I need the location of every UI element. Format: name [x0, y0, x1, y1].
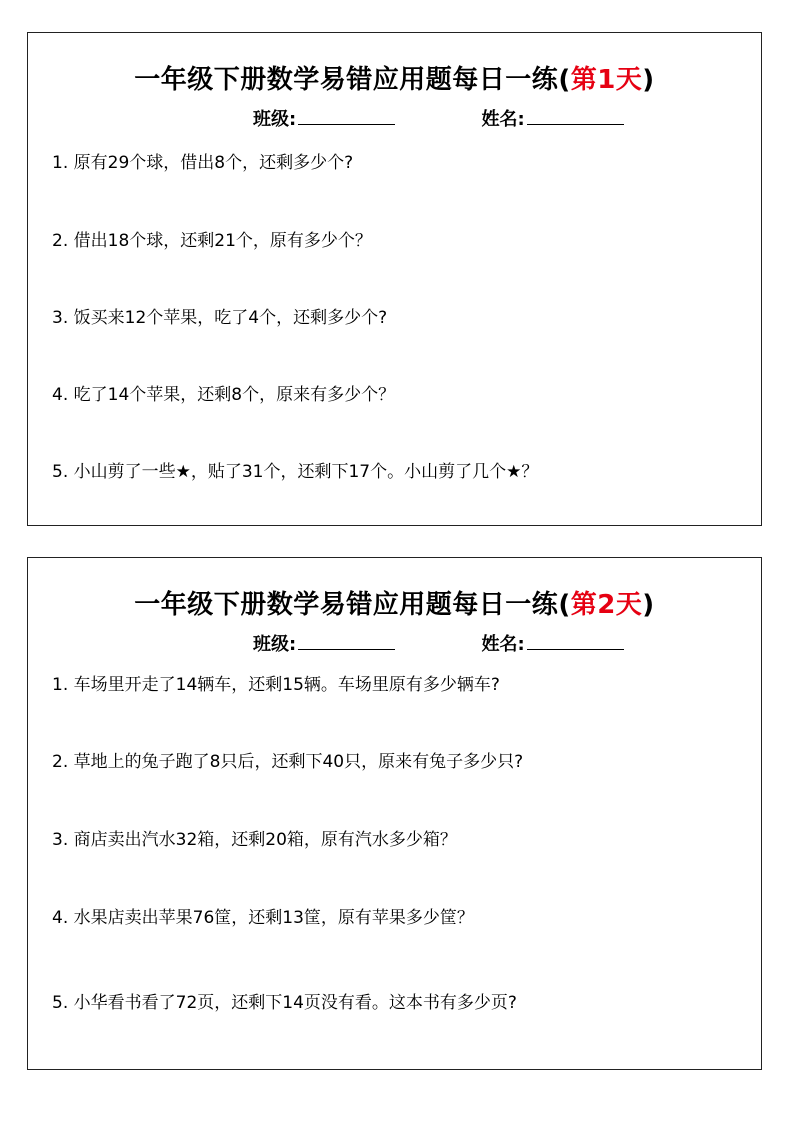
- question-1: 1. 车场里开走了14辆车，还剩15辆。车场里原有多少辆车?: [52, 675, 500, 695]
- title-day: 第2天: [570, 590, 643, 620]
- class-blank[interactable]: [298, 108, 395, 125]
- title-main: 一年级下册数学易错应用题每日一练: [134, 65, 559, 95]
- class-label: 班级:: [253, 634, 297, 655]
- question-3: 3. 商店卖出汽水32箱，还剩20箱，原有汽水多少箱？: [52, 830, 457, 850]
- title-main: 一年级下册数学易错应用题每日一练: [134, 590, 559, 620]
- worksheet-day-2: [27, 557, 762, 1070]
- question-4: 4. 水果店卖出苹果76筐，还剩13筐，原有苹果多少筐？: [52, 908, 474, 928]
- student-info: [253, 630, 624, 656]
- class-label: 班级:: [253, 109, 297, 130]
- question-2: 2. 草地上的兔子跑了8只后，还剩下40只，原来有兔子多少只?: [52, 752, 524, 772]
- name-field: [481, 630, 623, 656]
- question-5: 5. 小山剪了一些★，贴了31个，还剩下17个。小山剪了几个★？: [52, 462, 539, 482]
- worksheet-title: [28, 584, 761, 621]
- name-field: [481, 105, 623, 131]
- name-blank[interactable]: [527, 108, 624, 125]
- student-info: [253, 105, 624, 131]
- title-paren-open: (: [558, 590, 571, 620]
- name-label: 姓名:: [481, 109, 525, 130]
- question-5: 5. 小华看书看了72页，还剩下14页没有看。这本书有多少页?: [52, 993, 517, 1013]
- worksheet-day-1: [27, 32, 762, 526]
- question-1: 1. 原有29个球，借出8个，还剩多少个?: [52, 153, 354, 173]
- class-blank[interactable]: [298, 633, 395, 650]
- question-2: 2. 借出18个球，还剩21个，原有多少个？: [52, 231, 372, 251]
- name-label: 姓名:: [481, 634, 525, 655]
- title-paren-close: ): [642, 65, 655, 95]
- name-blank[interactable]: [527, 633, 624, 650]
- title-paren-open: (: [558, 65, 571, 95]
- title-paren-close: ): [642, 590, 655, 620]
- worksheet-title: [28, 59, 761, 96]
- question-4: 4. 吃了14个苹果，还剩8个，原来有多少个？: [52, 385, 396, 405]
- class-field: [253, 630, 395, 656]
- title-day: 第1天: [570, 65, 643, 95]
- question-3: 3. 饭买来12个苹果，吃了4个，还剩多少个?: [52, 308, 388, 328]
- class-field: [253, 105, 395, 131]
